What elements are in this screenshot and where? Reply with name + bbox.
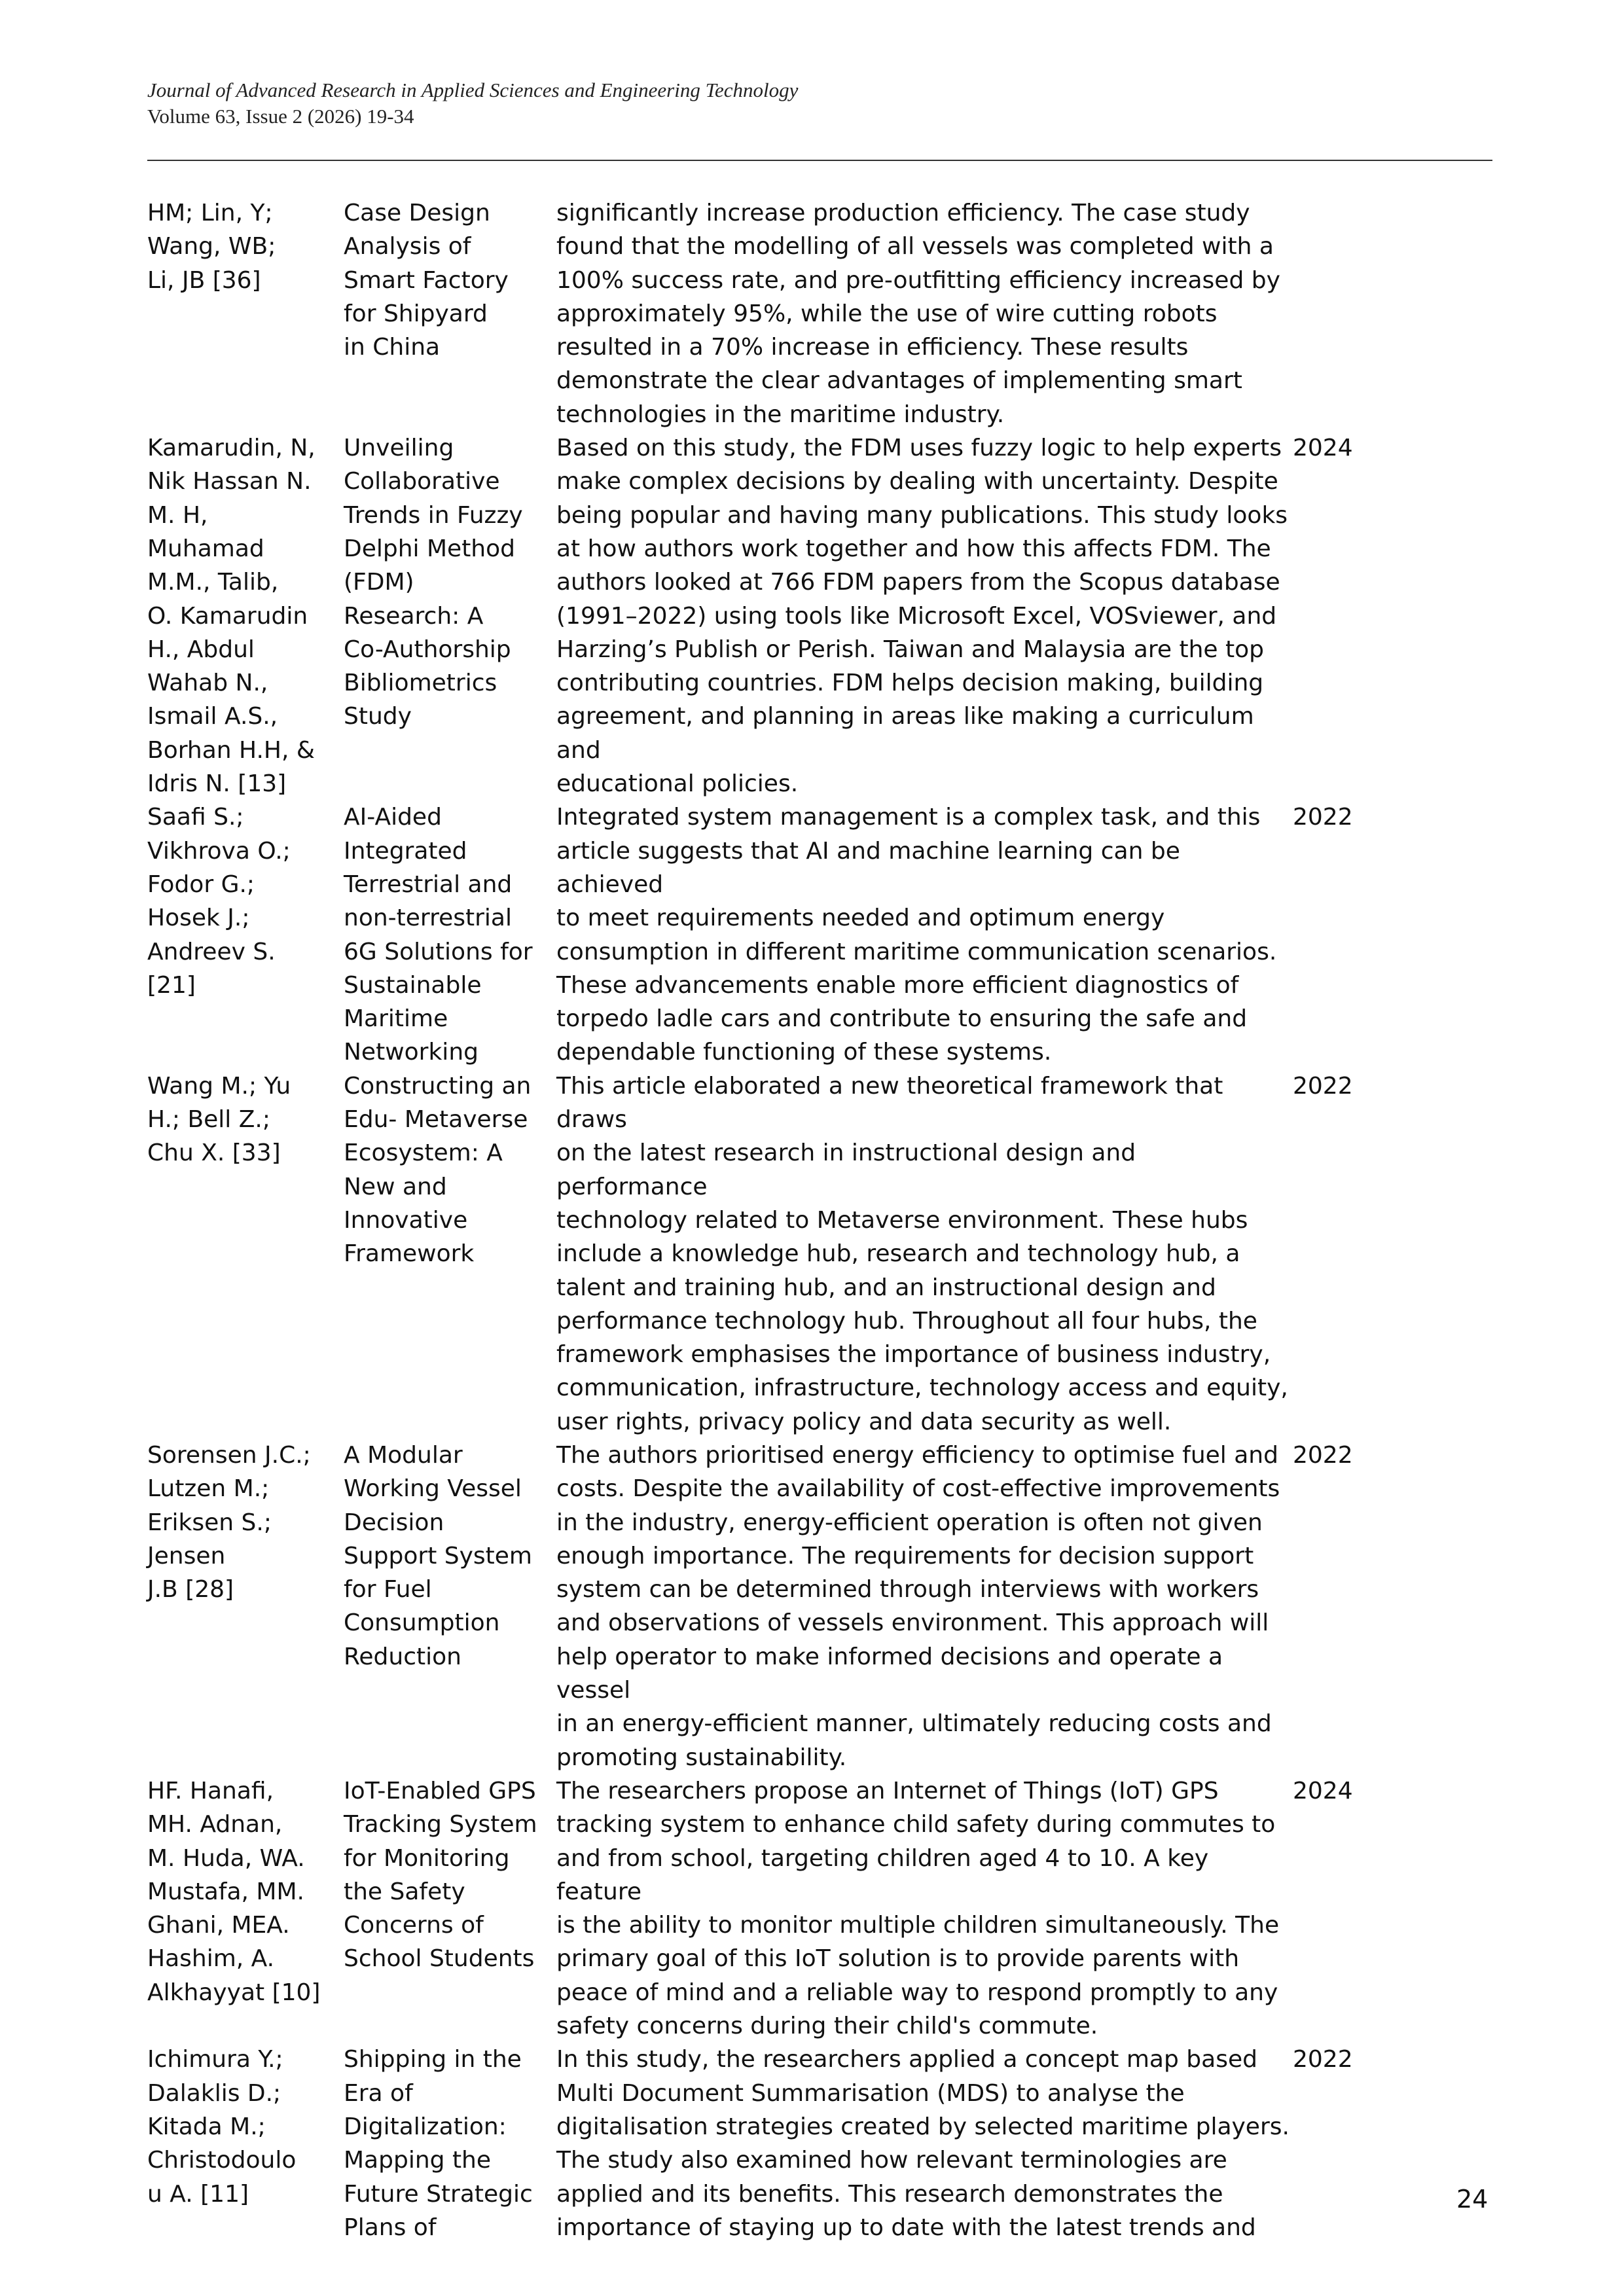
authors-cell: HF. Hanafi, MH. Adnan, M. Huda, WA. Mustafa, MM. Ghani, MEA. Hashim, A. Alkhayyat [10] — [147, 1777, 321, 2006]
table-row — [147, 1069, 1391, 1439]
summary-cell: Integrated system management is a complex task, and this article suggests that AI and machine learning can be achieved to meet requirements needed and optimum energy consumption in different maritime communication scenarios. These advancements enable more efficient diagnostics of torpedo ladle cars and contribute to ensuring the safe and dependable functioning of these systems. — [556, 804, 1277, 1066]
summary-cell: The authors prioritised energy efficiency to optimise fuel and costs. Despite the availability of cost-effective improvements in the industry, energy-efficient operation is often not given enough importance. The requirements for decision support system can be determined through interviews with workers and observations of vessels environment. This approach will help operator to make informed decisions and operate a vessel in an energy-efficient manner, ultimately reducing costs and promoting sustainability. — [556, 1441, 1280, 1771]
authors-cell: Kamarudin, N, Nik Hassan N. M. H, Muhamad M.M., Talib, O. Kamarudin H., Abdul Wahab N., Ismail A.S., Borhan H.H, & Idris N. [13] — [147, 435, 316, 798]
title-cell: A Modular Working Vessel Decision Support System for Fuel Consumption Reduction — [344, 1441, 532, 1670]
title-cell: AI-Aided Integrated Terrestrial and non-terrestrial 6G Solutions for Sustainable Maritime Networking — [344, 804, 533, 1066]
year-cell: 2024 — [1293, 435, 1353, 462]
title-cell: Shipping in the Era of Digitalization: Mapping the Future Strategic Plans of — [344, 2046, 533, 2241]
table-row — [147, 800, 1391, 1069]
summary-cell: In this study, the researchers applied a concept map based Multi Document Summarisation (MDS) to analyse the digitalisation strategies created by selected maritime players. The study also examined how relevant terminologies are applied and its benefits. This research demonstrates the importance of staying up to date with the latest trends and — [556, 2046, 1290, 2241]
table-row — [147, 196, 1391, 431]
journal-title: Journal of Advanced Research in Applied Sciences and Engineering Technology — [147, 79, 799, 101]
authors-cell: Ichimura Y.; Dalaklis D.; Kitada M.; Christodoulo u A. [11] — [147, 2046, 297, 2208]
table-row — [147, 1439, 1391, 1774]
authors-cell: Wang M.; Yu H.; Bell Z.; Chu X. [33] — [147, 1072, 291, 1167]
page-number: 24 — [1456, 2185, 1489, 2214]
table-row — [147, 431, 1391, 800]
title-cell: Constructing an Edu- Metaverse Ecosystem: A New and Innovative Framework — [344, 1072, 532, 1268]
table-row — [147, 2043, 1391, 2244]
literature-table — [147, 196, 1391, 2244]
title-cell: Case Design Analysis of Smart Factory for Shipyard in China — [344, 200, 509, 361]
authors-cell: Sorensen J.C.; Lutzen M.; Eriksen S.; Jensen J.B [28] — [147, 1441, 311, 1604]
year-cell: 2022 — [1293, 1072, 1353, 1100]
summary-cell: This article elaborated a new theoretical framework that draws on the latest research in instructional design and performance technology related to Metaverse environment. These hubs include a knowledge hub, research and technology hub, a talent and training hub, and an instructional design and performance technology hub. Throughout all four hubs, the framework emphasises the importance of business industry, communication, infrastructure, technology access and equity, user rights, privacy policy and data security as well. — [556, 1072, 1288, 1435]
year-cell: 2022 — [1293, 2046, 1353, 2073]
year-cell — [1293, 196, 1391, 431]
header-divider — [147, 160, 1492, 161]
running-header — [147, 77, 1489, 130]
title-cell: IoT-Enabled GPS Tracking System for Monitoring the Safety Concerns of School Students — [344, 1777, 537, 1973]
summary-cell: Based on this study, the FDM uses fuzzy logic to help experts make complex decisions by dealing with uncertainty. Despite being popular and having many publications. This study looks at how authors work together and how this affects FDM. The authors looked at 766 FDM papers from the Scopus database (1991–2022) using tools like Microsoft Excel, VOSviewer, and Harzing’s Publish or Perish. Taiwan and Malaysia are the top contributing countries. FDM helps decision making, building agreement, and planning in areas like making a curriculum and educational policies. — [556, 435, 1288, 798]
authors-cell: HM; Lin, Y; Wang, WB; Li, JB [36] — [147, 200, 276, 294]
summary-cell: The researchers propose an Internet of Things (IoT) GPS tracking system to enhance child safety during commutes to and from school, targeting children aged 4 to 10. A key feature is the ability to monitor multiple children simultaneously. The primary goal of this IoT solution is to provide parents with peace of mind and a reliable way to respond promptly to any safety concerns during their child's commute. — [556, 1777, 1280, 2040]
table-row — [147, 1774, 1391, 2043]
summary-cell: significantly increase production efficiency. The case study found that the modelling of all vessels was completed with a 100% success rate, and pre-outfitting efficiency increased by approximately 95%, while the use of wire cutting robots resulted in a 70% increase in efficiency. These results demonstrate the clear advantages of implementing smart technologies in the maritime industry. — [556, 200, 1280, 428]
year-cell: 2024 — [1293, 1777, 1353, 1804]
title-cell: Unveiling Collaborative Trends in Fuzzy Delphi Method (FDM) Research: A Co-Authorship Bibliometrics Study — [344, 435, 523, 730]
volume-issue-line: Volume 63, Issue 2 (2026) 19-34 — [147, 105, 414, 128]
literature-table-container — [147, 196, 1391, 2244]
year-cell: 2022 — [1293, 804, 1353, 831]
authors-cell: Saafi S.; Vikhrova O.; Fodor G.; Hosek J.; Andreev S. [21] — [147, 804, 291, 999]
year-cell: 2022 — [1293, 1441, 1353, 1469]
